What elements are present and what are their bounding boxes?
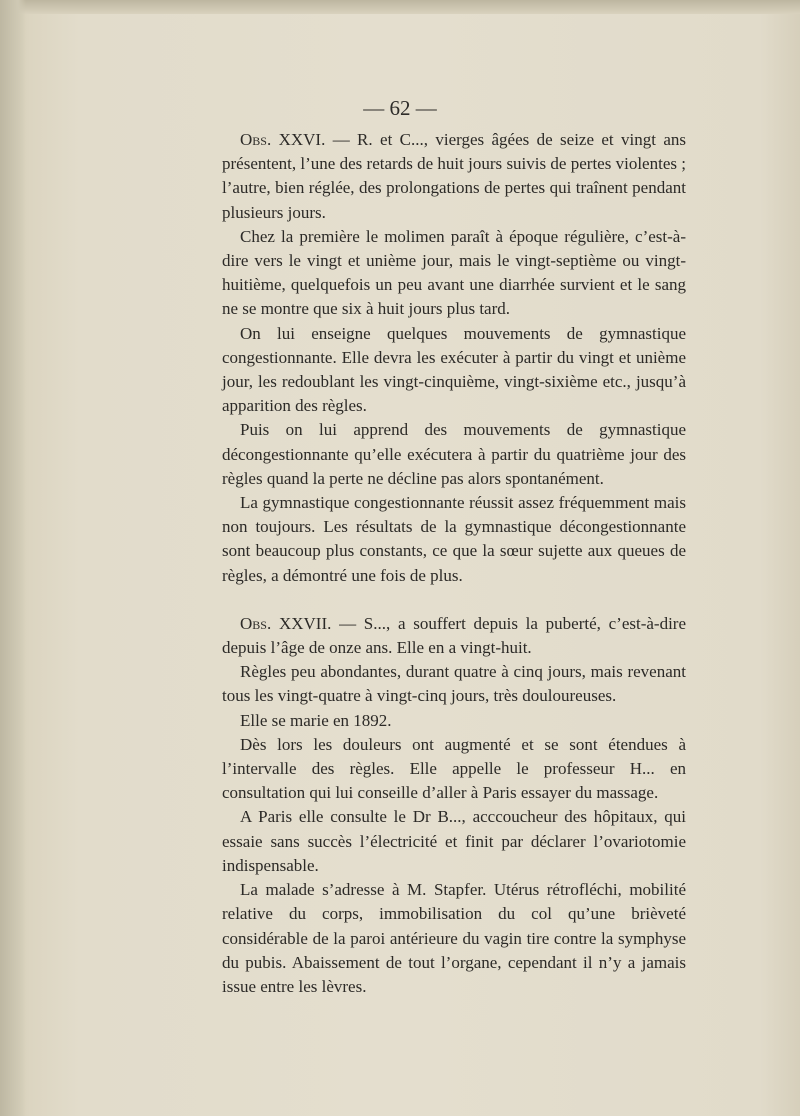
paragraph: Dès lors les douleurs ont augmenté et se sont étendues à l’intervalle des règles. Elle appelle le professeur H... en consultation qui lui conseille d’aller à Paris essayer du massage.: [222, 734, 686, 803]
paragraph: La gymnastique congestionnante réussit assez fréquemment mais non toujours. Les résultats de la gymnastique décongestionnante sont beaucoup plus constants, ce que la sœur sujette aux queues de règles, a démontré une fois de plus.: [222, 493, 686, 585]
obs-label: Obs.: [240, 613, 272, 633]
page-top-edge: [0, 0, 800, 14]
paragraph: La malade s’adresse à M. Stapfer. Utérus rétrofléchi, mobilité relative du corps, immobilisation du col qu’une brièveté considérable de la paroi antérieure du vagin tire contre la symphyse du pubis. Abaissement de tout l’organe, cependant il n’y a jamais issue entre les lèvres.: [222, 880, 686, 996]
observation-26-intro: [222, 128, 686, 225]
paragraph: Puis on lui apprend des mouvements de gymnastique décongestionnante qu’elle exécutera à partir du quatrième jour des règles quand la perte ne décline pas alors spontanément.: [222, 420, 686, 488]
observation-27-intro: [222, 612, 686, 660]
page-number: — 62 —: [363, 96, 437, 120]
paragraph: Elle se marie en 1892.: [240, 710, 392, 730]
obs-label: Obs.: [240, 130, 272, 149]
page-binding-edge: [0, 0, 26, 1116]
paragraph: Règles peu abondantes, durant quatre à cinq jours, mais revenant tous les vingt-quatre à vingt-cinq jours, très douloureuses.: [222, 662, 686, 706]
paragraph: On lui enseigne quelques mouvements de gymnastique congestionnante. Elle devra les exécuter à partir du vingt et unième jour, les redoublant les vingt-cinquième, vingt-sixième etc., jusqu’à apparition des règles.: [222, 323, 686, 416]
obs-text: XXVII. — S..., a souffert depuis la puberté, c’est-à-dire depuis l’âge de onze ans. Elle en a vingt-huit.: [222, 613, 686, 658]
paragraph: A Paris elle consulte le Dr B..., acccoucheur des hôpitaux, qui essaie sans succès l’électricité et finit par déclarer l’ovariotomie indispensable.: [222, 807, 686, 875]
body-text: [222, 128, 686, 999]
obs-text: XXVI. — R. et C..., vierges âgées de seize et vingt ans présentent, l’une des retards de huit jours suivis de pertes violentes ; l’autre, bien réglée, des prolongations de pertes qui traînent pendant plusieurs jours.: [222, 130, 686, 222]
paragraph: Chez la première le molimen paraît à époque régulière, c’est-à-dire vers le vingt et unième jour, mais le vingt-septième ou vingt-huitième, quelquefois un peu avant une diarrhée survient et le sang ne se montre que six à huit jours plus tard.: [222, 226, 686, 319]
